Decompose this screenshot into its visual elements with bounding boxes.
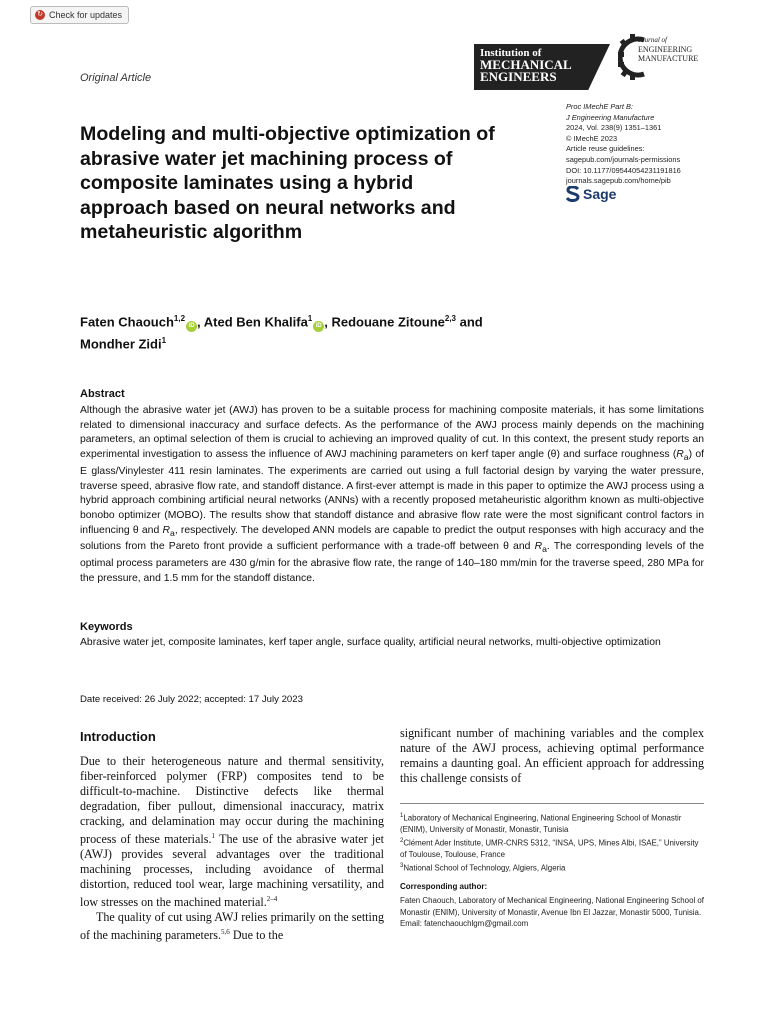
abstract-text: ) of E glass/Vinylester 411 resin laminates. The experiments are carried out using a full factorial design by varying the water pressure, traverse speed, abrasive flow rate, and standoff distance. A first-ever attempt is made in this paper to optimize the AWJ process using a hybrid approach combining artificial neural networks (ANNs) with a recently proposed metaheuristic algorithm known as multi-objective bonobo optimizer (MOBO). The results show that standoff distance and abrasive flow rate were the most significant control factors in influencing θ and	[80, 449, 704, 536]
sage-logo	[566, 186, 616, 202]
author-affil: 1	[307, 314, 313, 323]
copyright: © IMechE 2023	[566, 133, 618, 143]
abstract-text: , respectively. The developed ANN models are capable to predict the output responses with high accuracy and the solutions from the Pareto front provide a sufficient performance with a trade-off between θ and	[80, 524, 704, 553]
footnote-divider	[400, 803, 704, 804]
check-for-updates-label: Check for updates	[49, 10, 123, 20]
citation-link[interactable]: 2–4	[266, 894, 278, 903]
abstract-heading: Abstract	[80, 388, 125, 400]
affiliation-item: $^2$Clément Ader Institute, UMR-CNRS 5312, “INSA, UPS, Mines Albi, ISAE,” University of Toulouse, Toulouse, France	[400, 837, 699, 860]
abstract-text: Although the abrasive water jet (AWJ) has proven to be a suitable process for machining composite materials, it has some limitations related to dimensional inaccuracy and surface defects. As the performance of the AWJ process mainly depends on the machining parameters, an optimal selection of them is crucial to achieving an improved quality of cut. In this context, the present study reports an experimental investigation to assess the influence of AWJ machining parameters on kerf taper angle (θ) and surface roughness (	[80, 405, 704, 461]
section-heading-introduction: Introduction	[80, 729, 156, 744]
sage-s-icon	[566, 186, 580, 202]
author-separator: ,	[324, 314, 332, 330]
imeche-logo-line3: ENGINEERS	[480, 69, 557, 84]
imeche-logo-line2: MECHANICAL	[480, 57, 572, 72]
orcid-icon[interactable]: iD	[186, 321, 197, 332]
author-name: Redouane Zitoune	[331, 314, 445, 330]
permissions-link[interactable]: sagepub.com/journals-permissions	[566, 154, 681, 164]
symbol-sub: a	[542, 544, 547, 555]
symbol-r: R	[534, 541, 543, 553]
intro-column-2: significant number of machining variables and the complex nature of the AWJ process, achieving optimal performance remains a daunting goal. An efficient approach for addressing this challenge consists of	[400, 726, 704, 785]
sage-label: Sage	[583, 186, 617, 202]
corresponding-author-address: Faten Chaouch, Laboratory of Mechanical Engineering, National Engineering School of Monastir (ENIM), University of Monastir, Avenue Ibn El Jazzar, Monastir 5000, Tunisia.	[400, 896, 704, 917]
corresponding-author	[400, 895, 704, 930]
author-name: Mondher Zidi	[80, 336, 162, 352]
author-list	[80, 310, 580, 354]
article-type: Original Article	[80, 72, 152, 84]
author-affil: 2,3	[444, 314, 456, 323]
abstract-body	[80, 404, 704, 587]
corresponding-author-email[interactable]: Email: fatenchaouchlgm@gmail.com	[400, 919, 529, 929]
intro-column-1	[80, 754, 384, 943]
citation-link[interactable]: 5,6	[221, 927, 230, 936]
author-affil: 1,2	[173, 314, 186, 323]
journal-logo	[618, 34, 718, 84]
symbol-sub: a	[169, 527, 175, 538]
intro-paragraph: The quality of cut using AWJ relies primarily on the setting of the machining parameters.$^{5,6}$ Due to the	[80, 909, 384, 942]
date-received: Date received: 26 July 2022; accepted: 17 July 2023	[80, 694, 303, 705]
citation-link[interactable]: 1	[211, 831, 215, 840]
doi-link[interactable]: DOI: 10.1177/09544054231191816	[566, 165, 681, 175]
symbol-r: R	[162, 524, 170, 536]
abstract-text: . The corresponding levels of the optimal process parameters are 430 g/min for the abrasive flow rate, the range of 140–180 mm/min for the traverse speed, 280 MPa for the pressure, and 1.5 mm for the standoff distance.	[80, 541, 704, 584]
author-name: Faten Chaouch	[80, 314, 174, 330]
affiliations	[400, 811, 704, 874]
keywords-list: Abrasive water jet, composite laminates, kerf taper angle, surface quality, artificial neural networks, multi-objective optimization	[80, 637, 661, 648]
affiliation-item: $^1$Laboratory of Mechanical Engineering, National Engineering School of Monastir (ENIM), University of Monastir, Monastir, Tunisia	[400, 813, 682, 835]
imeche-logo-line1: Institution of	[480, 47, 542, 59]
journal-logo-line1: Journal of	[638, 36, 667, 44]
author-separator: ,	[197, 314, 204, 330]
author-affil: 1	[161, 336, 167, 346]
author-name: Ated Ben Khalifa	[203, 314, 308, 330]
journal-full-name: J Engineering Manufacture	[566, 112, 655, 122]
corresponding-author-heading: Corresponding author:	[400, 882, 488, 891]
article-title: Modeling and multi-objective optimization of abrasive water jet machining process of composite laminates using a hybrid approach based on neural networks and metaheuristic algorithm	[80, 123, 495, 244]
keywords-heading: Keywords	[80, 621, 133, 633]
volume-info: 2024, Vol. 238(9) 1351–1361	[566, 123, 662, 133]
symbol-r: R	[676, 449, 684, 461]
intro-paragraph: Due to their heterogeneous nature and thermal sensitivity, fiber-reinforced polymer (FRP) composites tend to be difficult-to-machine. Distinctive defects like thermal degradation, fiber pullout, dimensional inaccuracy, matrix cracking, and delamination may occur during the machining process of these materials.$^1$ The use of the abrasive water jet (AWJ) provides several advantages over the traditional machining processes, including avoidance of thermal distortion, reduced tool wear, large machining versatility, and low stresses on the machined material.$^{2-4}$	[80, 754, 384, 909]
journal-logo-line3: MANUFACTURE	[638, 54, 699, 63]
reuse-label: Article reuse guidelines:	[566, 144, 645, 154]
orcid-icon[interactable]: iD	[313, 321, 324, 332]
update-icon: ↻	[35, 10, 45, 20]
journal-logo-line2: ENGINEERING	[638, 45, 693, 54]
journal-homepage-link[interactable]: journals.sagepub.com/home/pib	[566, 176, 671, 186]
affiliation-item: $^3$National School of Technology, Algiers, Algeria	[400, 862, 566, 873]
check-for-updates-button[interactable]	[30, 6, 129, 24]
journal-name: Proc IMechE Part B:	[566, 102, 633, 111]
journal-metadata	[566, 102, 681, 187]
author-separator: and	[456, 314, 483, 330]
imeche-logo	[474, 44, 610, 90]
symbol-sub: a	[683, 452, 689, 463]
